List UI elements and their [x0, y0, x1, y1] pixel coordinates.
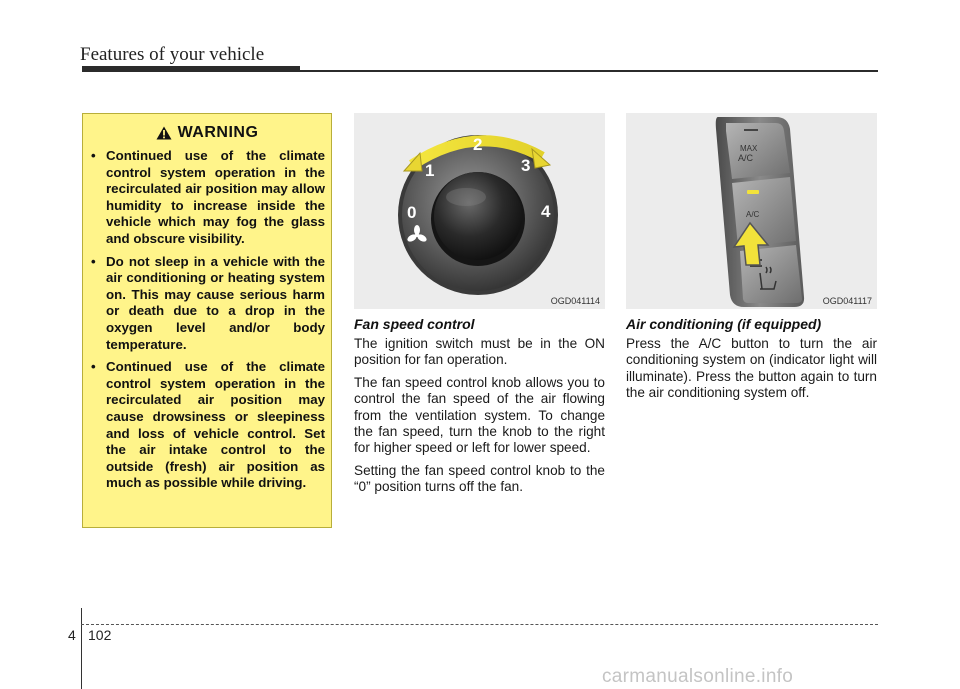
figure-caption: OGD041114: [550, 296, 600, 306]
header-rule-thin: [82, 70, 878, 72]
warning-item-text: Continued use of the climate control system operation in the recirculated air position may allow humidity to increase inside the vehicle which may fog the glass and obscure visibility.: [106, 148, 325, 246]
knob-mark-0: 0: [407, 203, 417, 222]
knob-mark-1: 1: [425, 161, 435, 180]
footer-rule: [81, 624, 878, 625]
knob-mark-3: 3: [521, 156, 531, 175]
ac-panel-illustration: [626, 113, 877, 309]
ac-button-label: A/C: [746, 210, 760, 219]
knob-mark-2: 2: [473, 135, 483, 154]
warning-box: [82, 113, 332, 528]
paragraph: The ignition switch must be in the ON position for fan operation.: [354, 336, 605, 368]
max-ac-button[interactable]: [726, 123, 790, 179]
watermark: carmanualsonline.info: [602, 666, 794, 687]
ac-body: [626, 336, 877, 408]
knob-mark-4: 4: [541, 202, 551, 221]
warning-item-text: Continued use of the climate control system operation in the recirculated air position may cause drowsiness or sleepiness and loss of vehicle control. Set the air intake control to the outside (fresh) air position as much as possible while driving.: [106, 359, 325, 491]
paragraph: The fan speed control knob allows you to control the fan speed of the air flowing from the ventilation system. To change the fan speed, turn the knob to the right for higher speed or left for lower speed.: [354, 374, 605, 456]
figure-caption: OGD041117: [822, 296, 872, 306]
warning-list: [91, 148, 325, 498]
warning-item: • Continued use of the climate control system operation in the recirculated air position may cause drowsiness or sleepiness and loss of vehicle control. Set the air intake control to the outside (fresh) air position as much as possible while driving.: [91, 359, 325, 491]
page-number: 102: [88, 627, 112, 643]
warning-item-text: Do not sleep in a vehicle with the air conditioning or heating system on. This may cause serious harm or death due to a drop in the oxygen level and/or body temperature.: [106, 253, 325, 352]
ac-title: Air conditioning (if equipped): [626, 316, 822, 332]
rotary-knob[interactable]: [434, 172, 522, 260]
warning-item: • Continued use of the climate control system operation in the recirculated air position may allow humidity to increase inside the vehicle which may fog the glass and obscure visibility.: [91, 148, 325, 246]
warning-item: • Do not sleep in a vehicle with the air conditioning or heating system on. This may cause serious harm or death due to a drop in the oxygen level and/or body temperature.: [91, 253, 325, 352]
header-title: Features of your vehicle: [80, 44, 265, 65]
warning-title: WARNING: [177, 124, 259, 141]
ac-indicator-light: [747, 190, 759, 194]
fan-knob-illustration: [354, 113, 605, 309]
warning-header: [83, 124, 331, 142]
max-ac-label-bottom: A/C: [738, 153, 754, 163]
ac-button-figure: [626, 113, 877, 309]
paragraph: Press the A/C button to turn the air conditioning system on (indicator light will illuminate). Press the button again to turn the air conditioning system off.: [626, 336, 877, 401]
warning-triangle-icon: [156, 126, 172, 140]
paragraph: Setting the fan speed control knob to the “0” position turns off the fan.: [354, 462, 605, 495]
fan-speed-body: [354, 336, 605, 502]
footer-divider: [81, 608, 82, 689]
fan-knob-figure: [354, 113, 605, 309]
arrow-left-icon: [404, 153, 422, 171]
fan-speed-title: Fan speed control: [354, 316, 475, 332]
chapter-number: 4: [68, 627, 76, 643]
max-ac-label-top: MAX: [740, 144, 758, 153]
